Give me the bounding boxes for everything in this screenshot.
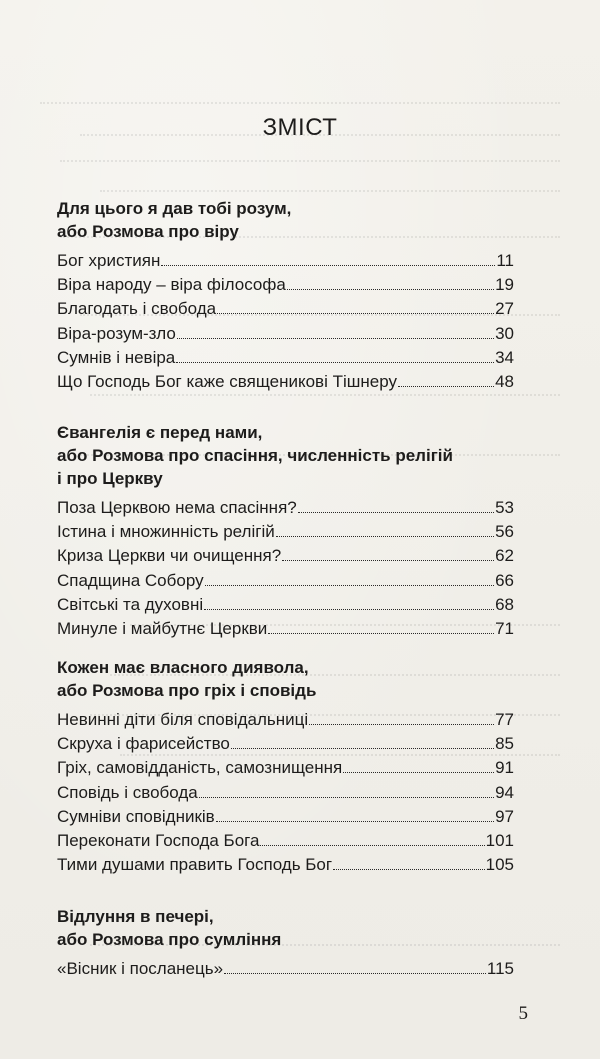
contents-heading: ЗМІСТ [262,114,338,141]
toc-entry[interactable] [57,781,514,805]
toc-entry[interactable] [57,829,514,853]
entry-page: 68 [495,594,514,614]
entry-title: Істина і множинність релігій [57,522,275,542]
toc-entry[interactable] [57,957,514,981]
section-heading [57,905,514,951]
entry-page: 71 [495,619,514,639]
toc-section-faith [57,197,514,394]
entry-page: 19 [495,275,514,295]
toc-entry[interactable] [57,370,514,394]
section-heading [57,421,514,490]
section-heading-line: або Розмова про сумління [57,930,282,949]
dot-leader [287,288,494,290]
entry-title: Благодать і свобода [57,299,217,319]
toc-section-salvation [57,421,514,641]
entry-title: Спадщина Собору [57,570,204,590]
entry-title: Поза Церквою нема спасіння? [57,498,297,517]
entry-title: Сумніви сповідників [57,806,215,826]
entry-page: 97 [495,806,514,826]
dot-leader [216,820,494,822]
entry-page: 66 [495,570,514,590]
entry-title: Віра народу – віра філософа [57,275,286,295]
section-heading-line: Для цього я дав тобі розум, [57,199,292,218]
entry-title: Світські та духовні [57,594,204,614]
dot-leader [333,868,485,870]
entry-page: 30 [495,323,514,343]
entry-page: 56 [495,522,514,542]
toc-entry[interactable] [57,273,514,297]
entry-page: 91 [495,758,514,778]
toc-entry[interactable] [57,805,514,829]
toc-entry[interactable] [57,297,514,321]
section-heading [57,197,514,243]
entry-page: 48 [495,372,514,392]
toc-section-sin [57,656,514,877]
entry-title: Минуле і майбутнє Церкви [57,619,268,639]
dot-leader [343,771,494,773]
entry-page: 11 [496,251,514,270]
entry-page: 62 [495,546,514,566]
section-heading-line: або Розмова про віру [57,222,239,241]
entry-title: Бог християн [57,251,161,270]
page-number: 5 [518,1003,528,1024]
section-heading-line: або Розмова про спасіння, численність релігій [57,446,453,465]
toc-entry[interactable] [57,617,514,641]
dot-leader [398,385,494,387]
toc-entry[interactable] [57,756,514,780]
dot-leader [217,312,494,314]
section-heading [57,656,514,702]
entry-page: 53 [495,498,514,517]
dot-leader [161,264,495,266]
entry-page: 34 [495,347,514,367]
dot-leader [282,559,494,561]
section-heading-line: Кожен має власного диявола, [57,658,309,677]
dot-leader [298,511,494,513]
entry-page: 85 [495,734,514,754]
entry-page: 27 [495,299,514,319]
section-heading-line: Євангелія є перед нами, [57,423,263,442]
entry-title: Криза Церкви чи очищення? [57,546,282,566]
entry-page: 94 [495,782,514,802]
section-heading-line: і про Церкву [57,469,163,488]
entry-title: Сповідь і свобода [57,782,198,802]
dot-leader [204,608,494,610]
toc-entry[interactable] [57,322,514,346]
dot-leader [268,632,494,634]
dot-leader [276,535,494,537]
dot-leader [224,972,486,974]
section-heading-line: або Розмова про гріх і сповідь [57,681,317,700]
toc-entry[interactable] [57,593,514,617]
toc-entry[interactable] [57,853,514,877]
toc-entry[interactable] [57,249,514,273]
dot-leader [176,361,494,363]
dot-leader [205,584,494,586]
toc-entry[interactable] [57,346,514,370]
entry-title: Сумнів і невіра [57,347,176,367]
entry-page: 101 [485,831,514,851]
entry-title: Невинні діти біля сповідальниці [57,710,309,729]
toc-entry[interactable] [57,496,514,520]
entry-title: «Вісник і посланець» [57,959,224,978]
entry-title: Скруха і фарисейство [57,734,230,754]
toc-section-conscience [57,905,514,981]
entry-title: Що Господь Бог каже священикові Тішнеру [57,372,397,392]
toc-entry[interactable] [57,569,514,593]
entry-title: Переконати Господа Бога [57,831,260,851]
entry-page: 77 [495,710,514,729]
dot-leader [177,337,494,339]
dot-leader [260,844,484,846]
dot-leader [199,796,494,798]
toc-entry[interactable] [57,708,514,732]
toc-entry[interactable] [57,732,514,756]
toc-entry[interactable] [57,520,514,544]
entry-title: Тими душами править Господь Бог [57,855,333,875]
entry-title: Віра-розум-зло [57,323,176,343]
section-heading-line: Відлуння в печері, [57,907,214,926]
toc-entry[interactable] [57,544,514,568]
entry-page: 105 [485,855,514,875]
entry-title: Гріх, самовідданість, самознищення [57,758,343,778]
dot-leader [309,723,494,725]
entry-page: 115 [486,959,514,978]
dot-leader [231,747,494,749]
